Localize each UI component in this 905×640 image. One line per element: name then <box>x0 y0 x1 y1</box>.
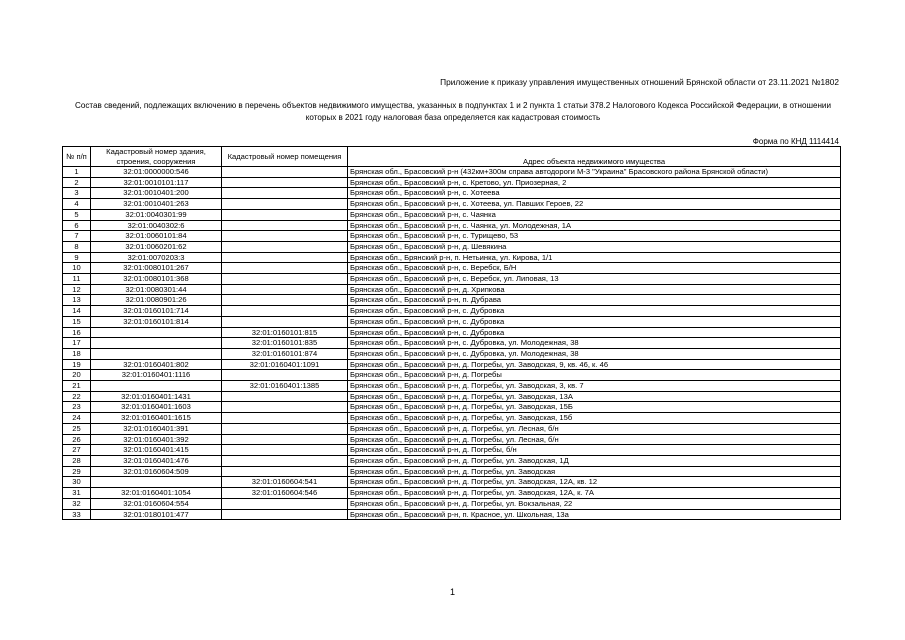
property-address: Брянская обл., Брасовский р-н, с. Дубровка <box>348 306 841 317</box>
building-cadastral-number: 32:01:0160604:554 <box>91 498 222 509</box>
property-address: Брянская обл., Брасовский р-н, д. Погребы, б/н <box>348 445 841 456</box>
building-cadastral-number: 32:01:0010101:117 <box>91 177 222 188</box>
table-row <box>63 413 841 424</box>
document-title: Состав сведений, подлежащих включению в перечень объектов недвижимого имущества, указанных в подпунктах 1 и 2 пункта 1 статьи 378.2 Налогового Кодекса Российской Федерации, в отношении которых в 2021 году налоговая база определяется как кадастровая стоимость <box>75 101 831 122</box>
table-row <box>63 252 841 263</box>
room-cadastral-number <box>222 306 348 317</box>
building-cadastral-number <box>91 327 222 338</box>
table-row <box>63 316 841 327</box>
room-cadastral-number <box>222 252 348 263</box>
building-cadastral-number: 32:01:0160401:1603 <box>91 402 222 413</box>
header-building <box>91 147 222 167</box>
room-cadastral-number: 32:01:0160101:874 <box>222 348 348 359</box>
row-number: 30 <box>63 477 91 488</box>
room-cadastral-number: 32:01:0160101:835 <box>222 338 348 349</box>
room-cadastral-number: 32:01:0160604:546 <box>222 488 348 499</box>
row-number: 28 <box>63 455 91 466</box>
row-number: 13 <box>63 295 91 306</box>
row-number: 6 <box>63 220 91 231</box>
property-address: Брянская обл., Брасовский р-н, с. Чаянка <box>348 209 841 220</box>
room-cadastral-number <box>222 295 348 306</box>
row-number: 14 <box>63 306 91 317</box>
table-body <box>63 167 841 520</box>
building-cadastral-number: 32:01:0000000:546 <box>91 167 222 178</box>
building-cadastral-number: 32:01:0160101:714 <box>91 306 222 317</box>
building-cadastral-number: 32:01:0010401:200 <box>91 188 222 199</box>
building-cadastral-number: 32:01:0040302:6 <box>91 220 222 231</box>
table-row <box>63 167 841 178</box>
property-address: Брянская обл., Брасовский р-н, с. Веребск, ул. Липовая, 13 <box>348 274 841 285</box>
building-cadastral-number <box>91 338 222 349</box>
room-cadastral-number <box>222 241 348 252</box>
building-cadastral-number: 32:01:0080101:267 <box>91 263 222 274</box>
property-address: Брянская обл., Брасовский р-н, д. Погребы, ул. Вокзальная, 22 <box>348 498 841 509</box>
table-row <box>63 177 841 188</box>
row-number: 9 <box>63 252 91 263</box>
room-cadastral-number <box>222 498 348 509</box>
row-number: 26 <box>63 434 91 445</box>
room-cadastral-number <box>222 284 348 295</box>
building-cadastral-number: 32:01:0010401:263 <box>91 199 222 210</box>
property-address: Брянская обл., Брасовский р-н, с. Дубровка <box>348 327 841 338</box>
table-row <box>63 220 841 231</box>
table-row <box>63 488 841 499</box>
building-cadastral-number <box>91 348 222 359</box>
room-cadastral-number <box>222 209 348 220</box>
row-number: 11 <box>63 274 91 285</box>
row-number: 24 <box>63 413 91 424</box>
building-cadastral-number <box>91 477 222 488</box>
building-cadastral-number: 32:01:0080901:26 <box>91 295 222 306</box>
row-number: 2 <box>63 177 91 188</box>
row-number: 3 <box>63 188 91 199</box>
row-number: 10 <box>63 263 91 274</box>
table-row <box>63 209 841 220</box>
room-cadastral-number: 32:01:0160604:541 <box>222 477 348 488</box>
property-address: Брянская обл., Брасовский р-н, д. Хрипкова <box>348 284 841 295</box>
table-header-row <box>63 147 841 167</box>
room-cadastral-number <box>222 445 348 456</box>
table-row <box>63 477 841 488</box>
property-address: Брянская обл., Брасовский р-н, с. Чаянка, ул. Молодежная, 1А <box>348 220 841 231</box>
table-row <box>63 241 841 252</box>
building-cadastral-number: 32:01:0060101:84 <box>91 231 222 242</box>
row-number: 18 <box>63 348 91 359</box>
building-cadastral-number: 32:01:0160604:509 <box>91 466 222 477</box>
row-number: 19 <box>63 359 91 370</box>
property-address: Брянская обл., Брасовский р-н, с. Дубровка <box>348 316 841 327</box>
header-address <box>348 147 841 167</box>
building-cadastral-number: 32:01:0060201:62 <box>91 241 222 252</box>
table-row <box>63 306 841 317</box>
header-num-text: № п/п <box>66 151 87 161</box>
building-cadastral-number <box>91 381 222 392</box>
table-row <box>63 455 841 466</box>
header-building-text: Кадастровый номер здания, строения, сооружения <box>106 147 206 166</box>
building-cadastral-number: 32:01:0160401:1116 <box>91 370 222 381</box>
property-address: Брянская обл., Брасовский р-н, д. Погребы, ул. Заводская, 12А, к. 7А <box>348 488 841 499</box>
building-cadastral-number: 32:01:0070203:3 <box>91 252 222 263</box>
building-cadastral-number: 32:01:0160401:476 <box>91 455 222 466</box>
building-cadastral-number: 32:01:0160401:802 <box>91 359 222 370</box>
room-cadastral-number <box>222 274 348 285</box>
property-address: Брянская обл., Брасовский р-н, с. Кретово, ул. Приозерная, 2 <box>348 177 841 188</box>
property-address: Брянская обл., Брасовский р-н, д. Погребы, ул. Заводская, 15б <box>348 413 841 424</box>
header-num <box>63 147 91 167</box>
building-cadastral-number: 32:01:0160401:1615 <box>91 413 222 424</box>
property-address: Брянская обл., Брасовский р-н, д. Погребы <box>348 370 841 381</box>
property-address: Брянская обл., Брасовский р-н, с. Хотеева, ул. Павших Героев, 22 <box>348 199 841 210</box>
header-address-text: Адрес объекта недвижимого имущества <box>522 156 666 166</box>
room-cadastral-number: 32:01:0160401:1385 <box>222 381 348 392</box>
property-address: Брянская обл., Брасовский р-н, д. Погребы, ул. Заводская, 1Д <box>348 455 841 466</box>
row-number: 25 <box>63 423 91 434</box>
property-address: Брянская обл., Брасовский р-н, д. Погребы, ул. Заводская, 3, кв. 7 <box>348 381 841 392</box>
building-cadastral-number: 32:01:0040301:99 <box>91 209 222 220</box>
table-row <box>63 370 841 381</box>
header-room <box>222 147 348 167</box>
property-address: Брянская обл., Брасовский р-н, с. Хотеева <box>348 188 841 199</box>
table-row <box>63 434 841 445</box>
building-cadastral-number: 32:01:0080301:44 <box>91 284 222 295</box>
table-row <box>63 466 841 477</box>
row-number: 20 <box>63 370 91 381</box>
table-row <box>63 509 841 520</box>
table-row <box>63 338 841 349</box>
room-cadastral-number <box>222 423 348 434</box>
room-cadastral-number <box>222 370 348 381</box>
row-number: 21 <box>63 381 91 392</box>
property-address: Брянская обл., Брянский р-н, п. Нетьинка, ул. Кирова, 1/1 <box>348 252 841 263</box>
table-row <box>63 284 841 295</box>
table-row <box>63 391 841 402</box>
table-row <box>63 348 841 359</box>
room-cadastral-number <box>222 188 348 199</box>
building-cadastral-number: 32:01:0160401:392 <box>91 434 222 445</box>
row-number: 27 <box>63 445 91 456</box>
building-cadastral-number: 32:01:0160101:814 <box>91 316 222 327</box>
room-cadastral-number <box>222 509 348 520</box>
row-number: 31 <box>63 488 91 499</box>
row-number: 8 <box>63 241 91 252</box>
property-address: Брянская обл., Брасовский р-н, д. Погребы, ул. Лесная, б/н <box>348 423 841 434</box>
header-room-text: Кадастровый номер помещения <box>227 151 342 161</box>
property-address: Брянская обл., Брасовский р-н (432км+300м справа автодороги М-3 "Украина" Брасовского района Брянской области) <box>348 167 841 178</box>
row-number: 15 <box>63 316 91 327</box>
table-row <box>63 231 841 242</box>
property-address: Брянская обл., Брасовский р-н, д. Погребы, ул. Заводская <box>348 466 841 477</box>
page-number: 1 <box>449 587 455 597</box>
table-row <box>63 274 841 285</box>
building-cadastral-number: 32:01:0160401:1054 <box>91 488 222 499</box>
table-row <box>63 327 841 338</box>
table-row <box>63 188 841 199</box>
table-row <box>63 295 841 306</box>
building-cadastral-number: 32:01:0160401:415 <box>91 445 222 456</box>
property-address: Брянская обл., Брасовский р-н, д. Шевякина <box>348 241 841 252</box>
room-cadastral-number <box>222 220 348 231</box>
form-code-label: Форма по КНД 1114414 <box>752 137 839 146</box>
row-number: 5 <box>63 209 91 220</box>
property-address: Брянская обл., Брасовский р-н, с. Веребск, Б/Н <box>348 263 841 274</box>
room-cadastral-number: 32:01:0160101:815 <box>222 327 348 338</box>
room-cadastral-number <box>222 402 348 413</box>
property-address: Брянская обл., Брасовский р-н, с. Дубровка, ул. Молодежная, 38 <box>348 348 841 359</box>
row-number: 1 <box>63 167 91 178</box>
property-address: Брянская обл., Брасовский р-н, п. Дубрава <box>348 295 841 306</box>
property-address: Брянская обл., Брасовский р-н, с. Турищево, 53 <box>348 231 841 242</box>
room-cadastral-number <box>222 434 348 445</box>
row-number: 12 <box>63 284 91 295</box>
row-number: 7 <box>63 231 91 242</box>
room-cadastral-number <box>222 455 348 466</box>
room-cadastral-number <box>222 231 348 242</box>
row-number: 29 <box>63 466 91 477</box>
property-address: Брянская обл., Брасовский р-н, д. Погребы, ул. Заводская, 9, кв. 46, к. 46 <box>348 359 841 370</box>
table-row <box>63 423 841 434</box>
row-number: 4 <box>63 199 91 210</box>
room-cadastral-number <box>222 199 348 210</box>
building-cadastral-number: 32:01:0160401:1431 <box>91 391 222 402</box>
row-number: 16 <box>63 327 91 338</box>
room-cadastral-number <box>222 466 348 477</box>
room-cadastral-number <box>222 413 348 424</box>
table-row <box>63 263 841 274</box>
property-address: Брянская обл., Брасовский р-н, д. Погребы, ул. Заводская, 15Б <box>348 402 841 413</box>
row-number: 22 <box>63 391 91 402</box>
property-address: Брянская обл., Брасовский р-н, д. Погребы, ул. Лесная, б/н <box>348 434 841 445</box>
property-address: Брянская обл., Брасовский р-н, д. Погребы, ул. Заводская, 12А, кв. 12 <box>348 477 841 488</box>
table-row <box>63 199 841 210</box>
room-cadastral-number <box>222 167 348 178</box>
row-number: 32 <box>63 498 91 509</box>
building-cadastral-number: 32:01:0160401:391 <box>91 423 222 434</box>
room-cadastral-number <box>222 263 348 274</box>
table-row <box>63 498 841 509</box>
room-cadastral-number <box>222 391 348 402</box>
table-row <box>63 445 841 456</box>
table-row <box>63 402 841 413</box>
property-address: Брянская обл., Брасовский р-н, д. Погребы, ул. Заводская, 13А <box>348 391 841 402</box>
row-number: 17 <box>63 338 91 349</box>
building-cadastral-number: 32:01:0080101:368 <box>91 274 222 285</box>
table-row <box>63 359 841 370</box>
property-table <box>62 146 841 520</box>
row-number: 33 <box>63 509 91 520</box>
appendix-note: Приложение к приказу управления имущественных отношений Брянской области от 23.11.2021 №1802 <box>440 77 839 87</box>
table-row <box>63 381 841 392</box>
building-cadastral-number: 32:01:0180101:477 <box>91 509 222 520</box>
row-number: 23 <box>63 402 91 413</box>
room-cadastral-number <box>222 177 348 188</box>
room-cadastral-number <box>222 316 348 327</box>
property-address: Брянская обл., Брасовский р-н, п. Красное, ул. Школьная, 13а <box>348 509 841 520</box>
property-address: Брянская обл., Брасовский р-н, с. Дубровка, ул. Молодежная, 38 <box>348 338 841 349</box>
room-cadastral-number: 32:01:0160401:1091 <box>222 359 348 370</box>
